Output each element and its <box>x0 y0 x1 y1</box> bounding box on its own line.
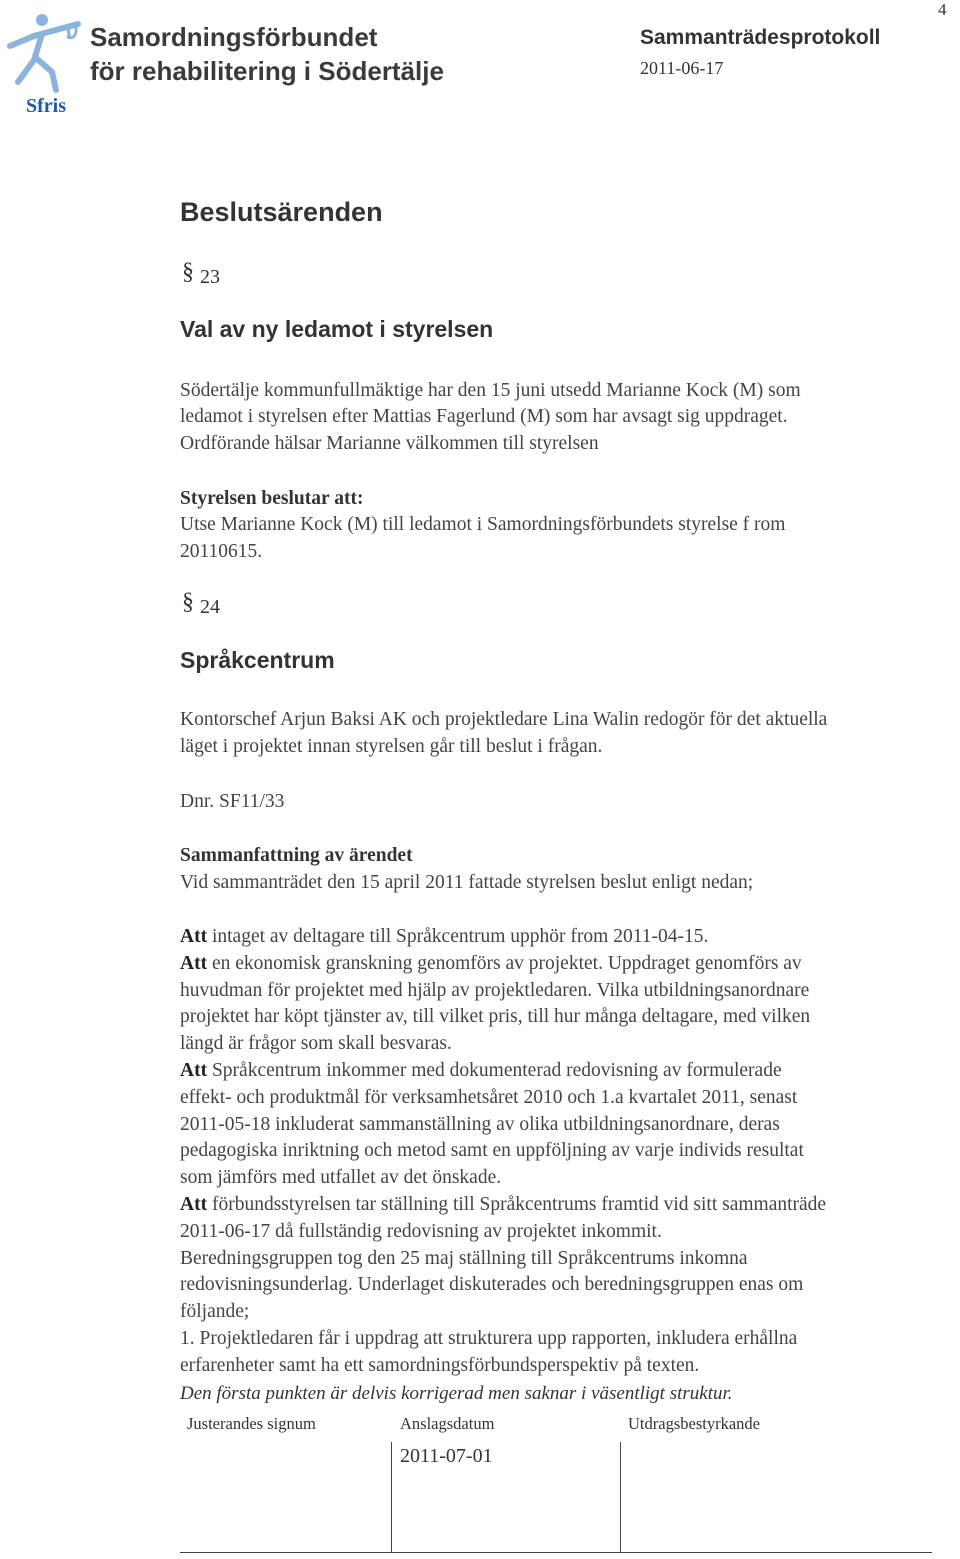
decision-line <box>180 1031 452 1057</box>
paragraph-number: 24 <box>200 596 220 618</box>
paragraph-number-24 <box>182 589 220 620</box>
decision-line <box>180 924 708 950</box>
decision-text: pedagogiska inriktning och metod samt en uppföljning av varje individs resultat <box>180 1140 804 1162</box>
summary-label: Sammanfattning av ärendet <box>180 845 413 866</box>
decision-line <box>180 1219 662 1245</box>
signature-divider <box>620 1442 621 1552</box>
decision-text: som jämförs med utfallet av det önskade. <box>180 1167 502 1189</box>
att-keyword: Att <box>180 926 208 947</box>
signature-label: Justerandes signum <box>187 1414 316 1433</box>
decision-text: en ekonomisk granskning genomförs av projektet. Uppdraget genomförs av <box>207 952 802 974</box>
decision-text: 2011-05-18 inkluderat sammanställning av olika utbildningsanordnare, deras <box>180 1113 780 1135</box>
posting-date-label: Anslagsdatum <box>400 1414 495 1433</box>
certification-label: Utdragsbestyrkande <box>628 1414 760 1433</box>
decision-text: projektet har köpt tjänster av, till vilket pris, till hur många deltagare, med vilken <box>180 1006 811 1028</box>
decision-text: förbundsstyrelsen tar ställning till Språkcentrums framtid vid sitt sammanträde <box>207 1194 827 1215</box>
text-line: läget i projektet innan styrelsen går till beslut i frågan. <box>180 736 603 757</box>
decision-line <box>180 1326 797 1352</box>
sfris-logo <box>4 6 86 118</box>
decision-text: intaget av deltagare till Språkcentrum upphör from 2011-04-15. <box>207 926 709 947</box>
text-line: 20110615. <box>180 541 263 562</box>
item-title: Val av ny ledamot i styrelsen <box>180 316 494 342</box>
figure-icon <box>10 14 78 90</box>
text-line: Vid sammanträdet den 15 april 2011 fattade styrelsen beslut enligt nedan; <box>180 872 754 893</box>
decision-line <box>180 1165 501 1191</box>
decision-line <box>180 978 809 1004</box>
section-heading: Beslutsärenden <box>180 197 383 227</box>
text-line: ledamot i styrelsen efter Mattias Fagerlund (M) som har avsagt sig uppdraget. <box>180 406 788 427</box>
document-date: 2011-06-17 <box>640 58 724 78</box>
decision-text: effekt- och produktmål för verksamhetsåret 2010 och 1.a kvartalet 2011, senast <box>180 1086 798 1108</box>
org-name-line1: Samordningsförbundet <box>90 22 378 52</box>
decision-text: 1. Projektledaren får i uppdrag att strukturera upp rapporten, inkludera erhållna <box>180 1328 798 1349</box>
item-title: Språkcentrum <box>180 647 335 673</box>
decision-line <box>180 1192 826 1218</box>
decision-text: följande; <box>180 1301 250 1323</box>
text-line: Utse Marianne Kock (M) till ledamot i Samordningsförbundets styrelse f rom <box>180 514 786 535</box>
decision-text: Språkcentrum inkommer med dokumenterad redovisning av formulerade <box>207 1060 782 1081</box>
decision-line <box>180 951 802 977</box>
decision-line <box>180 1112 780 1138</box>
posting-date: 2011-07-01 <box>400 1445 493 1467</box>
att-keyword: Att <box>180 1060 208 1081</box>
decision-line <box>180 1085 797 1111</box>
decision-line <box>180 1004 810 1030</box>
att-keyword: Att <box>180 952 208 974</box>
decision-text: erfarenheter samt ha ett samordningsförbundsperspektiv på texten. <box>180 1354 700 1376</box>
paragraph-symbol: § <box>182 259 194 285</box>
signature-baseline <box>180 1552 932 1553</box>
text-line: Ordförande hälsar Marianne välkommen till styrelsen <box>180 433 599 454</box>
decision-label: Styrelsen beslutar att: <box>180 488 364 509</box>
page-number: 4 <box>938 0 947 19</box>
decision-line <box>180 1058 782 1084</box>
decision-text: redovisningsunderlag. Underlaget diskuterades och beredningsgruppen enas om <box>180 1274 804 1296</box>
logo-wordmark: Sfris <box>26 95 66 117</box>
document-type: Sammanträdesprotokoll <box>640 26 881 49</box>
decision-text: längd är frågor som skall besvaras. <box>180 1033 452 1055</box>
text-line: Södertälje kommunfullmäktige har den 15 juni utsedd Marianne Kock (M) som <box>180 380 801 401</box>
decision-text: huvudman för projektet med hjälp av projektledaren. Vilka utbildningsanordnare <box>180 979 810 1001</box>
decision-text: 2011-06-17 då fullständig redovisning av projektet inkommit. <box>180 1220 662 1242</box>
paragraph-symbol: § <box>182 589 194 615</box>
att-keyword: Att <box>180 1194 208 1215</box>
org-name-line2: för rehabilitering i Södertälje <box>90 56 444 86</box>
decision-line <box>180 1299 249 1325</box>
case-number: Dnr. SF11/33 <box>180 791 285 812</box>
signature-divider <box>391 1442 392 1552</box>
decision-line <box>180 1246 748 1272</box>
decision-line <box>180 1272 803 1298</box>
italic-note: Den första punkten är delvis korrigerad men saknar i väsentligt struktur. <box>180 1383 733 1404</box>
decision-line <box>180 1138 804 1164</box>
decision-line <box>180 1353 699 1379</box>
decision-text: Beredningsgruppen tog den 25 maj ställning till Språkcentrums inkomna <box>180 1247 748 1269</box>
paragraph-number: 23 <box>200 266 220 288</box>
text-line: Kontorschef Arjun Baksi AK och projektledare Lina Walin redogör för det aktuella <box>180 709 828 730</box>
paragraph-number-23 <box>182 259 220 290</box>
